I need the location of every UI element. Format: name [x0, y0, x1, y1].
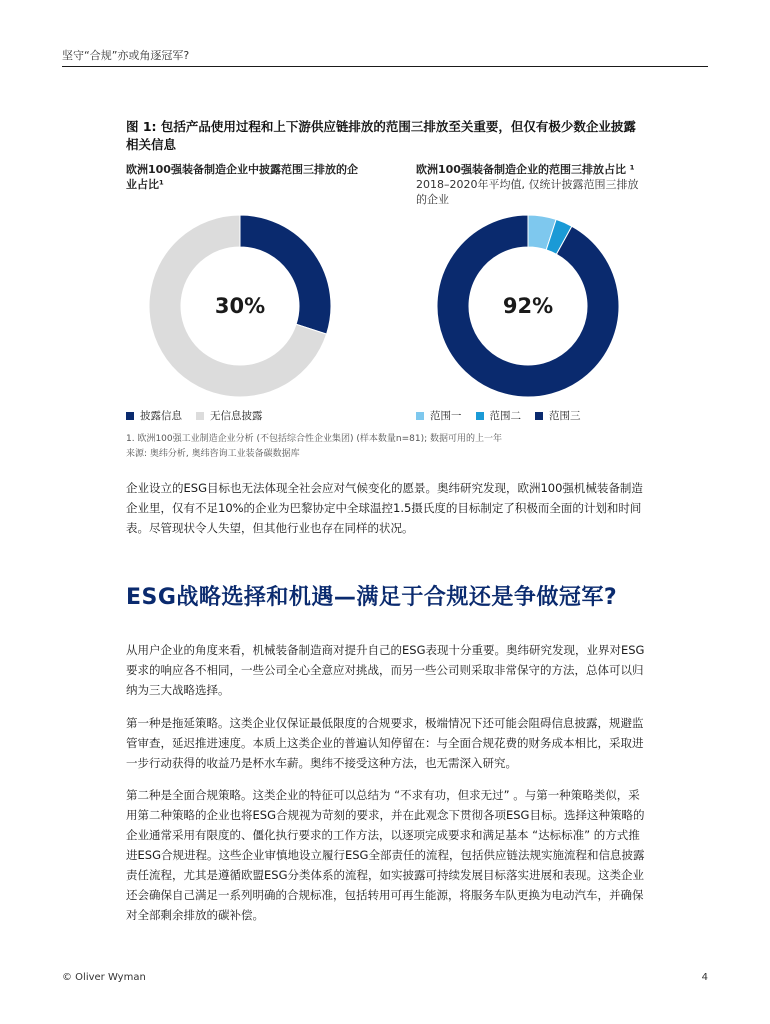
page-number: 4 — [701, 972, 708, 983]
footer-copyright: © Oliver Wyman — [62, 972, 146, 983]
legend-item-disclosed — [126, 408, 182, 423]
right-donut-chart — [436, 214, 620, 398]
left-chart-legend — [126, 408, 263, 423]
body-paragraph: 企业设立的ESG目标也无法体现全社会应对气候变化的愿景。奥纬研究发现，欧洲100强机械装备制造企业里，仅有不足10%的企业为巴黎协定中全球温控1.5摄氏度的目标制定了积极而全面的计划和时间表。尽管现状令人失望，但其他行业也存在同样的状况。 — [126, 481, 643, 535]
legend-swatch — [416, 412, 424, 420]
body-paragraph: 从用户企业的角度来看，机械装备制造商对提升自己的ESG表现十分重要。奥纬研究发现，业界对ESG要求的响应各不相同，一些公司全心全意应对挑战，而另一些公司则采取非常保守的方法，总体可以归纳为三大战略选择。 — [126, 643, 645, 697]
legend-label: 无信息披露 — [210, 410, 263, 422]
figure-footnote: 1. 欧洲100强工业制造企业分析 (不包括综合性企业集团) (样本数量n=81); 数据可用的上一年 — [126, 434, 502, 444]
body-paragraph: 第一种是拖延策略。这类企业仅保证最低限度的合规要求，极端情况下还可能会阻碍信息披露，规避监管审查，延迟推进速度。本质上这类企业的普遍认知停留在：与全面合规花费的财务成本相比，采取进一步行动获得的收益乃是杯水车薪。奥纬不接受这种方法，也无需深入研究。 — [126, 716, 644, 770]
legend-swatch — [535, 412, 543, 420]
legend-label: 披露信息 — [140, 410, 182, 422]
left-chart-subtitle-text: 欧洲100强装备制造企业中披露范围三排放的企业占比¹ — [126, 163, 358, 191]
figure-source: 来源: 奥纬分析, 奥纬咨询工业装备碳数据库 — [126, 449, 300, 459]
right-chart-subtitle-note: 2018–2020年平均值, 仅统计披露范围三排放的企业 — [416, 178, 639, 206]
left-donut-center-label: 30% — [214, 294, 266, 318]
legend-label: 范围二 — [489, 410, 521, 422]
legend-item-scope-2 — [476, 408, 522, 423]
section-heading: ESG战略选择和机遇—满足于合规还是争做冠军? — [126, 585, 618, 610]
right-chart-subtitle-text: 欧洲100强装备制造企业的范围三排放占比 ¹ — [416, 163, 635, 176]
right-donut-center-label: 92% — [502, 294, 554, 318]
right-chart-subtitle — [416, 162, 646, 207]
legend-item-not-disclosed — [196, 408, 263, 423]
figure-title: 图 1: 包括产品使用过程和上下游供应链排放的范围三排放至关重要，但仅有极少数企业披露相关信息 — [126, 119, 636, 152]
left-donut-chart — [148, 214, 332, 398]
left-chart-subtitle — [126, 162, 366, 192]
legend-item-scope-1 — [416, 408, 462, 423]
legend-label: 范围三 — [549, 410, 581, 422]
legend-swatch — [126, 412, 134, 420]
legend-swatch — [196, 412, 204, 420]
running-header: 坚守“合规”亦或角逐冠军? — [62, 49, 190, 62]
figure-notes — [126, 432, 502, 462]
body-paragraph: 第二种是全面合规策略。这类企业的特征可以总结为 “不求有功，但求无过” 。与第一种策略类似，采用第二种策略的企业也将ESG合规视为苛刻的要求，并在此观念下贯彻各项ESG目标。选择这种策略的企业通常采用有限度的、僵化执行要求的工作方法，以逐项完成要求和满足基本 “达标标准” 的方式推进ESG合规进程。这些企业审慎地设立履行ESG全部责任的流程，包括供应链法规实施流程和信息披露责任流程，尤其是遵循欧盟ESG分类体系的流程，如实披露可持续发展目标落实进展和表现。这类企业还会确保自己满足一系列明确的合规标准，包括转用可再生能源，将服务车队更换为电动汽车，并确保对全部剩余排放的碳补偿。 — [126, 788, 645, 922]
legend-label: 范围一 — [430, 410, 462, 422]
right-chart-legend — [416, 408, 581, 423]
header-rule — [62, 66, 708, 67]
legend-item-scope-3 — [535, 408, 581, 423]
legend-swatch — [476, 412, 484, 420]
